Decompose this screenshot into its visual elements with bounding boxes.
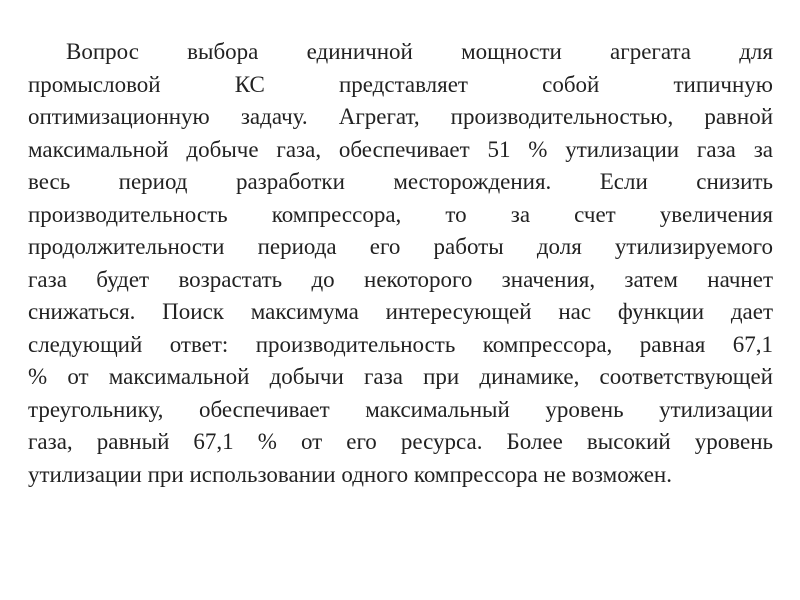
paragraph-line-1: Вопрос выбора единичной мощности агрегата для <box>66 39 773 64</box>
paragraph-line-4: максимальной добыче газа, обеспечивает 51 % утилизации газа за <box>28 136 773 162</box>
paragraph-line-12: треугольнику, обеспечивает максимальный уровень утилизации <box>28 396 773 422</box>
paragraph-line-7: продолжительности периода его работы доля утилизируемого <box>28 234 773 259</box>
paragraph-line-13: газа, равный 67,1 % от его ресурса. Более высокий уровень <box>28 429 773 454</box>
paragraph-line-2: промысловой КС представляет собой типичную <box>28 71 773 97</box>
paragraph-line-6: производительность компрессора, то за счет увеличения <box>28 201 773 227</box>
paragraph-line-14: утилизации при использовании одного компрессора не возможен. <box>28 461 672 487</box>
paragraph-line-11: % от максимальной добычи газа при динамике, соответствующей <box>28 364 773 389</box>
body-paragraph <box>28 36 773 491</box>
paragraph-line-8: газа будет возрастать до некоторого значения, затем начнет <box>28 266 773 292</box>
paragraph-line-5: весь период разработки месторождения. Если снизить <box>28 169 773 194</box>
paragraph-line-3: оптимизационную задачу. Агрегат, производительностью, равной <box>28 104 773 129</box>
paragraph-line-9: снижаться. Поиск максимума интересующей нас функции дает <box>28 299 773 324</box>
paragraph-line-10: следующий ответ: производительность компрессора, равная 67,1 <box>28 331 773 357</box>
